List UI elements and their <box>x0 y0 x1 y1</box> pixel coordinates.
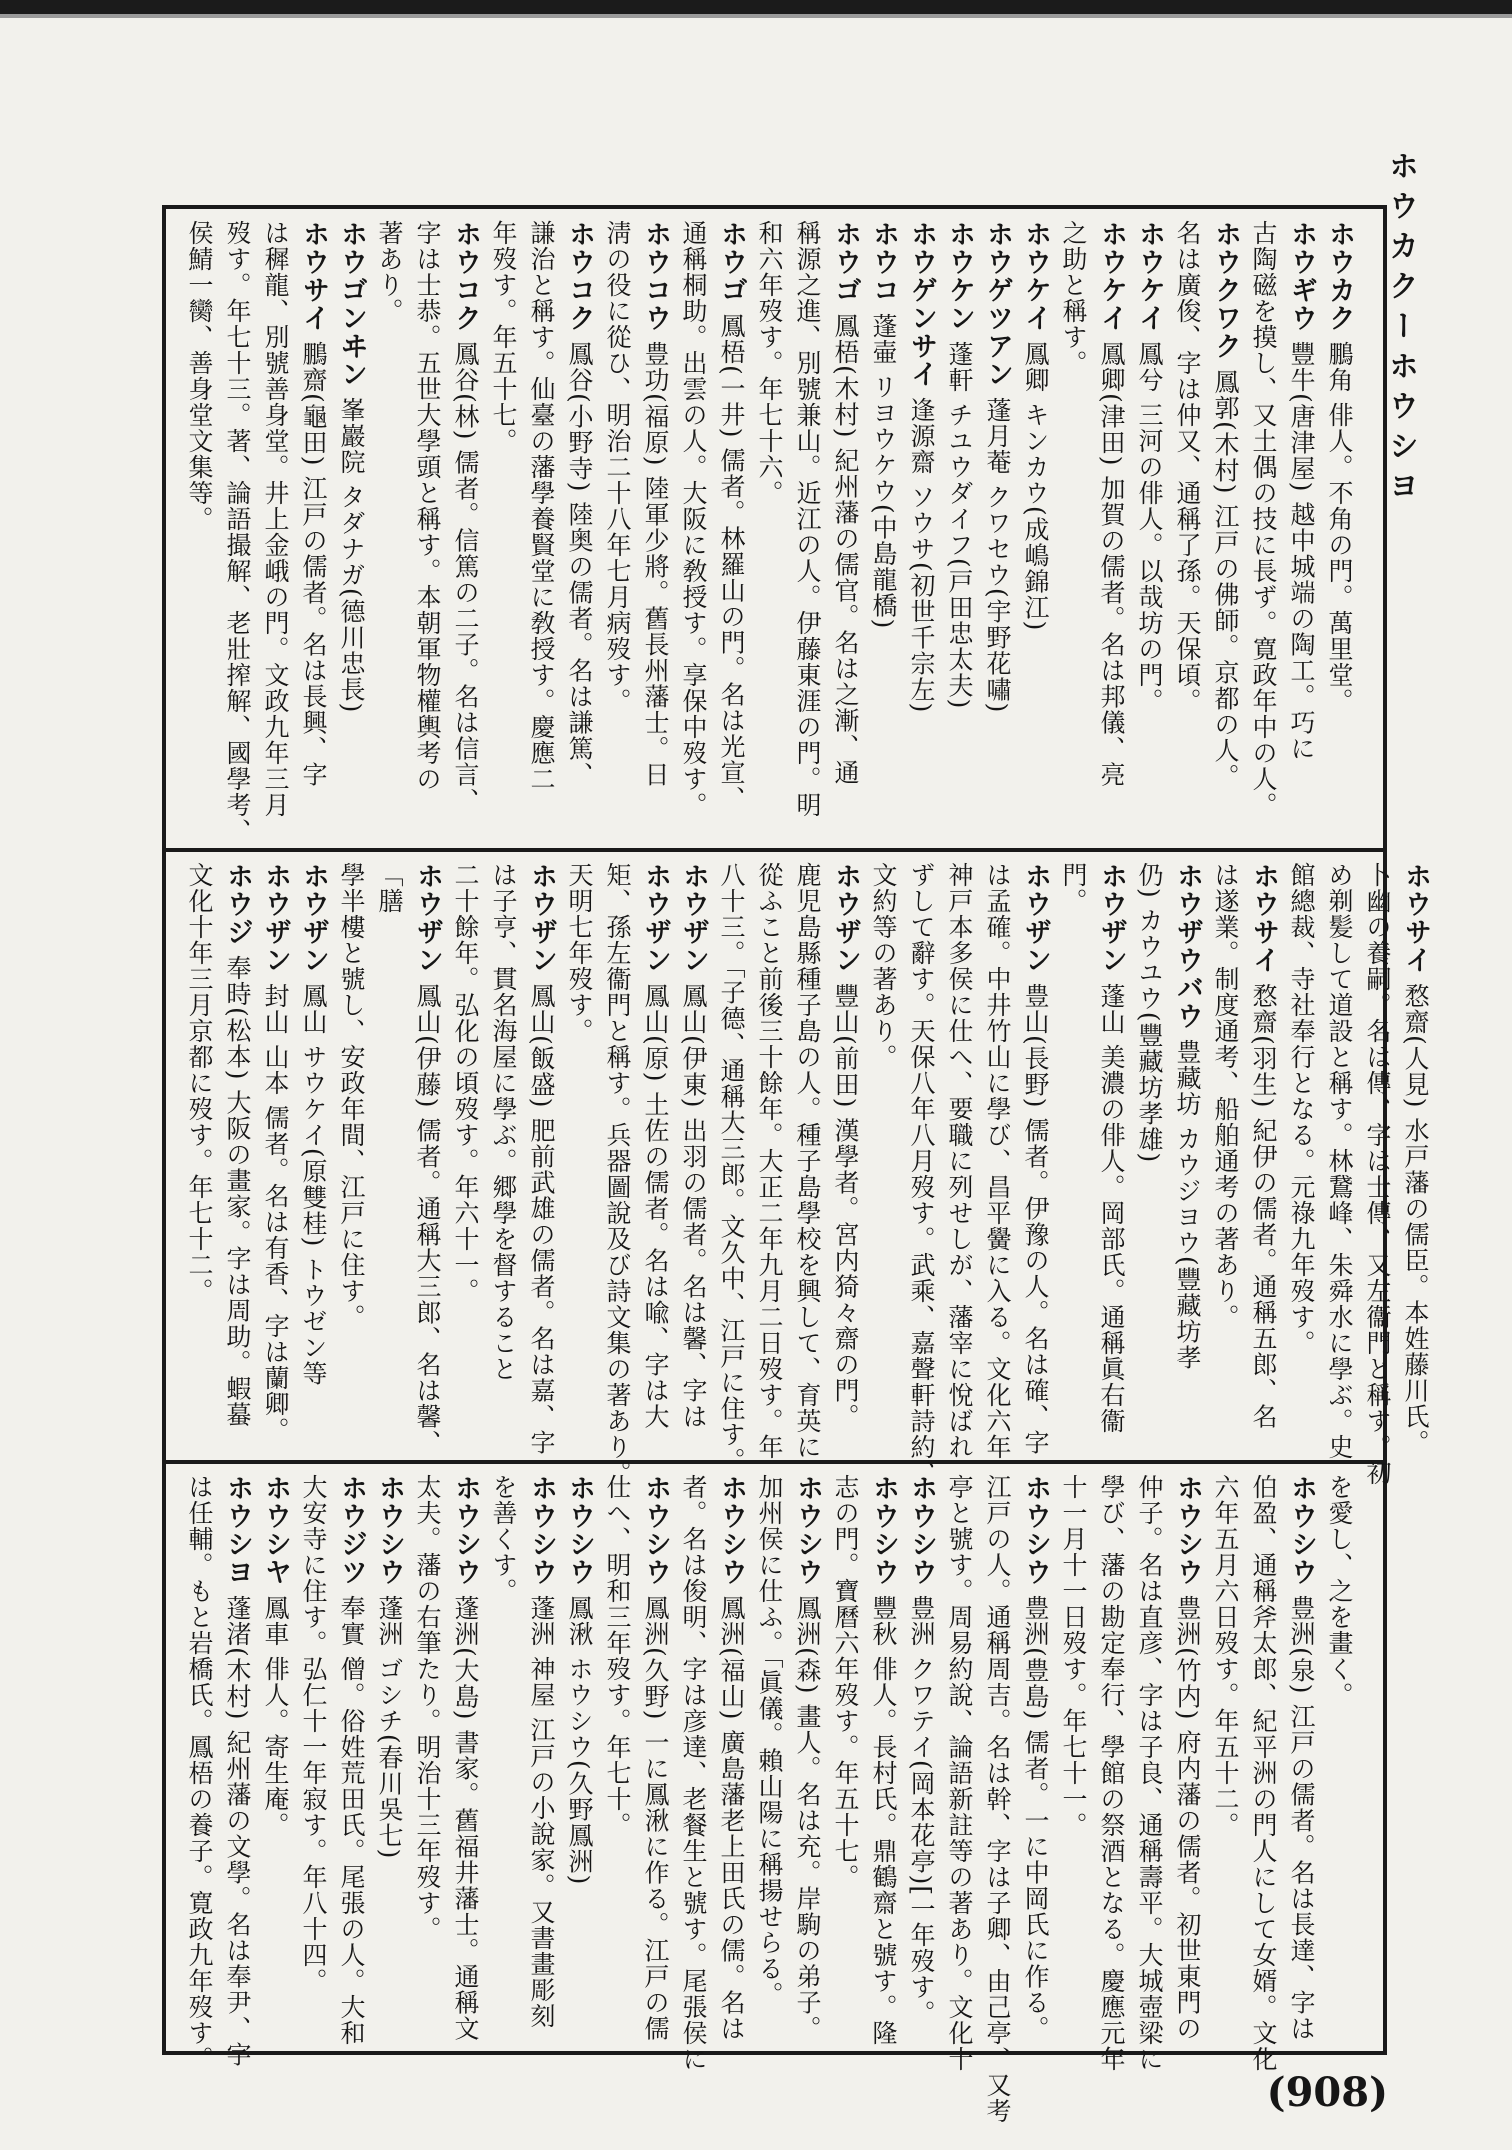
dictionary-entry <box>940 220 978 835</box>
dictionary-entry <box>370 1474 408 2042</box>
entry-continuation-line <box>1206 862 1244 1447</box>
dictionary-entry <box>1016 862 1054 1456</box>
dictionary-entry <box>1282 1474 1320 2042</box>
dictionary-entry <box>1092 220 1130 835</box>
entry-text: 鳳山 サウケイ(原雙桂) トウゼン等 <box>299 974 328 1387</box>
entry-continuation-line <box>940 862 978 1460</box>
dictionary-entry <box>636 220 674 835</box>
entry-text: 伯盈、通稱斧太郎、紀平洲の門人にして女婿。文化 <box>1249 1474 1278 2072</box>
entry-text: 字は士恭。五世大學頭と稱す。本朝軍物權輿考の <box>413 220 442 792</box>
entry-headword: ホウゴ <box>716 220 747 304</box>
entry-continuation-line <box>1206 1474 1244 2042</box>
entry-text: 門。 <box>1059 862 1088 914</box>
entry-continuation-line <box>978 862 1016 1460</box>
entry-continuation-line <box>598 220 636 835</box>
entry-continuation-line <box>408 220 446 835</box>
entry-text: 年歿す。年五十七。 <box>489 220 518 454</box>
dictionary-entry <box>332 1474 370 2046</box>
entry-text: 蓬壷 リヨウケウ(中島龍橋) <box>869 304 898 630</box>
entry-headword: ホウザウバウ <box>1172 862 1203 1030</box>
entry-headword: ホウゲツアン <box>982 220 1013 388</box>
entry-text: 蓬洲 神屋 江戸の小說家。又書畫彫刻 <box>527 1586 556 2029</box>
entry-text: 鳳車 俳人。寄生庵。 <box>261 1586 290 1838</box>
entry-headword: ホウシウ <box>792 1474 823 1586</box>
dictionary-entry <box>1206 220 1244 835</box>
dictionary-entry <box>218 1474 256 2068</box>
entry-headword: ホウシウ <box>450 1474 481 1586</box>
top-border-rule <box>0 0 1512 14</box>
entry-continuation-line <box>712 862 750 1474</box>
dictionary-entry <box>1244 862 1282 1447</box>
entry-text: 豊洲(竹内) 府内藩の儒者。初世東門の <box>1173 1586 1202 2042</box>
entry-text: 學び、藩の勘定奉行、學館の祭酒となる。慶應元年 <box>1097 1474 1126 2072</box>
entry-text: 豊洲 クワテイ(岡本花亭)[一年歿す。 <box>907 1586 936 2027</box>
dictionary-entry <box>1282 220 1320 835</box>
entry-text: 鳳兮 三河の俳人。以哉坊の門。 <box>1135 332 1164 714</box>
entry-text: 蓬渚(木村) 紀州藩の文學。名は奉尹、字 <box>223 1586 252 2068</box>
entry-continuation-line <box>674 220 712 835</box>
dictionary-entry <box>712 220 750 835</box>
entry-headword: ホウコ <box>868 220 899 304</box>
entry-continuation-line <box>180 862 218 1447</box>
entry-headword: ホウシウ <box>1286 1474 1317 1586</box>
dictionary-entry <box>636 862 674 1447</box>
entry-text: 蓬山 美濃の俳人。岡部氏。通稱眞右衞 <box>1097 974 1126 1434</box>
entry-headword: ホウシウ <box>716 1474 747 1586</box>
entry-headword: ホウシウ <box>906 1474 937 1586</box>
entry-continuation-line <box>1282 862 1320 1447</box>
dictionary-entry <box>1092 862 1130 1447</box>
dictionary-entry <box>1168 862 1206 1447</box>
entry-text: 和六年歿す。年七十六。 <box>755 220 784 506</box>
entry-text: 學半樓と號し、安政年間、江戸に住す。 <box>337 862 366 1330</box>
entry-continuation-line <box>826 1474 864 2042</box>
dictionary-entry <box>408 862 446 1456</box>
entry-headword: ホウザン <box>640 862 671 974</box>
tier-divider-upper <box>162 848 1387 852</box>
entry-continuation-line <box>522 220 560 835</box>
entry-text: 仍) カウユウ(豐藏坊孝雄) <box>1135 862 1164 1164</box>
entry-text: 封山 山本 儒者。名は有香、字は蘭卿。 <box>261 974 290 1443</box>
dictionary-entry <box>332 220 370 835</box>
dictionary-entry <box>902 220 940 835</box>
entry-text: 大安寺に住す。弘仁十一年寂す。年八十四。 <box>299 1474 328 1994</box>
entry-continuation-line <box>256 220 294 835</box>
entry-text: 鵬齋(龜田) 江戸の儒者。名は長興、字 <box>299 332 328 788</box>
entry-text: 著あり。 <box>375 220 404 324</box>
entry-continuation-line <box>408 1474 446 2042</box>
entry-headword: ホウギウ <box>1286 220 1317 332</box>
dictionary-entry <box>294 220 332 835</box>
entry-text: 通稱桐助。出雲の人。大阪に敎授す。享保中歿す。 <box>679 220 708 818</box>
entry-text: 志の門。寶曆六年歿す。年五十七。 <box>831 1474 860 1890</box>
dictionary-entry <box>560 220 598 835</box>
entry-headword: ホウザン <box>1096 862 1127 974</box>
dictionary-entry <box>522 862 560 1456</box>
tier-divider-lower <box>162 1460 1387 1464</box>
entry-text: 淸の役に從ひ、明治二十八年七月病歿す。 <box>603 220 632 714</box>
entry-continuation-line <box>560 862 598 1447</box>
entry-continuation-line <box>978 1474 1016 2124</box>
entry-text: 逢源齋 ソウサ(初世千宗左) <box>907 388 936 714</box>
dictionary-entry <box>256 1474 294 2042</box>
entry-text: 從ふこと前後三十餘年。大正二年九月二日歿す。年 <box>755 862 784 1460</box>
entry-continuation-line <box>598 1474 636 2042</box>
entry-headword: ホウシヨ <box>222 1474 253 1586</box>
entry-headword: ホウゴ <box>830 220 861 304</box>
entry-text: 鳳郭(木村) 江戸の佛師。京都の人。 <box>1211 360 1240 790</box>
entry-headword: ホウシウ <box>374 1474 405 1586</box>
entry-text: 豊洲(泉) 江戸の儒者。名は長達、字は <box>1287 1586 1316 2042</box>
entry-continuation-line <box>1054 862 1092 1447</box>
middle-tier <box>180 862 1431 1486</box>
entry-headword: ホウザン <box>830 862 861 974</box>
dictionary-entry <box>1320 220 1358 835</box>
dictionary-entry <box>902 1474 940 2042</box>
entry-continuation-line <box>1244 1474 1282 2072</box>
entry-text: 鳳洲(福山) 廣島藩老上田氏の儒。名は <box>717 1586 746 2042</box>
dictionary-entry <box>218 862 256 1447</box>
entry-text: は孟確。中井竹山に學び、昌平黌に入る。文化六年 <box>983 862 1012 1460</box>
entry-continuation-line <box>484 1474 522 2042</box>
dictionary-entry <box>256 862 294 1447</box>
entry-continuation-line <box>1092 1474 1130 2072</box>
entry-text: 豊藏坊 カウジヨウ(豐藏坊孝 <box>1173 1030 1202 1371</box>
entry-headword: ホウケイ <box>1134 220 1165 332</box>
entry-text: 奉實 僧。俗姓荒田氏。尾張の人。大和 <box>337 1586 366 2046</box>
entry-text: 豐秋 俳人。長村氏。鼎鶴齋と號す。隆 <box>869 1586 898 2046</box>
entry-headword: ホウサイ <box>1248 862 1279 974</box>
entry-text: は遂業。制度通考、船舶通考の著あり。 <box>1211 862 1240 1330</box>
dictionary-entry <box>826 220 864 835</box>
dictionary-entry <box>636 1474 674 2042</box>
entry-headword: ホウコウ <box>640 220 671 332</box>
entry-continuation-line <box>218 220 256 844</box>
entry-text: 愗齋(羽生) 紀伊の儒者。通稱五郎、名 <box>1249 974 1278 1430</box>
running-head: ホウカクーホウシヨ <box>1383 150 1418 510</box>
entry-text: 神戸本多侯に仕へ、要職に列せしが、藩宰に悅ばれ <box>945 862 974 1460</box>
entry-continuation-line <box>750 862 788 1460</box>
entry-headword: ホウゲンサイ <box>906 220 937 388</box>
entry-text: 豊洲(豊島) 儒者。一に中岡氏に作る。 <box>1021 1586 1050 2042</box>
entry-continuation-line <box>446 862 484 1447</box>
dictionary-entry <box>446 1474 484 2042</box>
dictionary-entry <box>1016 1474 1054 2042</box>
entry-headword: ホウケイ <box>1096 220 1127 332</box>
entry-text: 文約等の著あり。 <box>869 862 898 1070</box>
entry-continuation-line <box>1130 862 1168 1447</box>
entry-text: 「膳 <box>375 862 404 914</box>
dictionary-entry <box>446 220 484 835</box>
entry-continuation-line <box>1168 220 1206 835</box>
entry-continuation-line <box>902 862 940 1486</box>
entry-headword: ホウケン <box>944 220 975 332</box>
entry-continuation-line <box>180 220 218 835</box>
dictionary-entry <box>674 862 712 1447</box>
entry-continuation-line <box>598 862 636 1486</box>
entry-text: 鳳山(飯盛) 肥前武雄の儒者。名は嘉、字 <box>527 974 556 1456</box>
dictionary-entry <box>788 1474 826 2042</box>
entry-headword: ホウクワク <box>1210 220 1241 360</box>
entry-text: 十一月十一日歿す。年七十一。 <box>1059 1474 1088 1838</box>
entry-text: 文化十年三月京都に歿す。年七十二。 <box>185 862 214 1304</box>
entry-headword: ホウジ <box>222 862 253 946</box>
entry-headword: ホウザン <box>260 862 291 974</box>
entry-text: 鳳卿(津田) 加賀の儒者。名は邦儀、亮 <box>1097 332 1126 788</box>
entry-headword: ホウサイ <box>1400 862 1431 974</box>
entry-text: 鳳谷(林) 儒者。信篤の二子。名は信言、 <box>451 332 480 814</box>
dictionary-entry <box>294 862 332 1447</box>
entry-text: 太夫。藩の右筆たり。明治十三年歿す。 <box>413 1474 442 1942</box>
entry-text: 豊功(福原) 陸軍少將。舊長州藩士。日 <box>641 332 670 788</box>
entry-text: 謙治と稱す。仙臺の藩學養賢堂に敎授す。慶應二 <box>527 220 556 792</box>
entry-text: 鳳洲(森) 畫人。名は充。岸駒の弟子。 <box>793 1586 822 2042</box>
dictionary-entry <box>1320 1474 1358 2042</box>
entry-headword: ホウジツ <box>336 1474 367 1586</box>
entry-continuation-line <box>674 1474 712 2072</box>
entry-continuation-line <box>864 862 902 1447</box>
entry-text: 天明七年歿す。 <box>565 862 594 1044</box>
dictionary-entry <box>864 220 902 835</box>
entry-text: 侯鯖一臠、善身堂文集等。 <box>185 220 214 532</box>
entry-text: 蓬軒 チユウダイフ(戸田忠太夫) <box>945 332 974 710</box>
entry-headword: ホウコク <box>564 220 595 332</box>
entry-text: 名は廣俊、字は仲又、通稱了孫。天保頃。 <box>1173 220 1202 714</box>
entry-text: 豐山(前田) 漢學者。宮内猗々齋の門。 <box>831 974 860 1430</box>
entry-continuation-line <box>332 862 370 1447</box>
entry-text: 鳳湫 ホウシウ(久野鳳洲) <box>565 1586 594 1886</box>
entry-text: 鳳山(伊藤) 儒者。通稱大三郎、名は馨、 <box>413 974 442 1456</box>
entry-headword: ホウシウ <box>1020 1474 1051 1586</box>
entry-headword: ホウザン <box>526 862 557 974</box>
entry-text: 古陶磁を摸し、又土偶の技に長ず。寛政年中の人。 <box>1249 220 1278 818</box>
entry-text: 亭と號す。周易約說、論語新註等の著あり。文化十 <box>945 1474 974 2072</box>
entry-text: 鳳洲(久野) 一に鳳湫に作る。江戸の儒 <box>641 1586 670 2042</box>
entry-continuation-line <box>1054 220 1092 835</box>
upper-tier-text <box>180 220 1358 844</box>
entry-text: 蓬月菴 クワセウ(宇野花嘯) <box>983 388 1012 714</box>
dictionary-entry <box>522 1474 560 2042</box>
entry-text: 奉時(松本) 大阪の畫家。字は周助。蝦蟇 <box>223 946 252 1428</box>
entry-text: 稱源之進、別號兼山。近江の人。伊藤東涯の門。明 <box>793 220 822 818</box>
dictionary-entry <box>712 1474 750 2042</box>
entry-continuation-line <box>940 1474 978 2072</box>
entry-text: 六年五月六日歿す。年五十二。 <box>1211 1474 1240 1838</box>
entry-continuation-line <box>1244 220 1282 835</box>
entry-text: 歿す。年七十三。著、論語撮解、老壯搾解、國學考、 <box>223 220 252 844</box>
entry-text: 江戸の人。通稱周吉。名は幹、字は子卿、由己亭、又考 <box>983 1474 1012 2124</box>
entry-headword: ホウザン <box>1020 862 1051 974</box>
entry-headword: ホウコク <box>450 220 481 332</box>
entry-text: 愗齋(人見) 水戸藩の儒臣。本姓藤川氏。 <box>1401 974 1430 1456</box>
entry-text: を愛し、之を畫く。 <box>1325 1474 1354 1708</box>
entry-text: 卜幽の養嗣。名は傳、字は士傳、又左衞門と稱す。初 <box>1363 862 1392 1486</box>
entry-text: 鵬角 俳人。不角の門。萬里堂。 <box>1325 332 1354 714</box>
entry-text: 之助と稱す。 <box>1059 220 1088 376</box>
entry-continuation-line <box>484 220 522 835</box>
entry-text: め剃髪して道設と稱す。林鵞峰、朱舜水に學ぶ。史 <box>1325 862 1354 1460</box>
entry-headword: ホウシウ <box>640 1474 671 1586</box>
entry-text: 者。名は俊明、字は彦達、老餐生と號す。尾張侯に <box>679 1474 708 2072</box>
entry-continuation-line <box>1130 1474 1168 2072</box>
entry-text: は子亨、貫名海屋に學ぶ。郷學を督すること <box>489 862 518 1382</box>
entry-text: 矩、孫左衞門と稱す。兵器圖說及び詩文集の著あり。 <box>603 862 632 1486</box>
dictionary-entry <box>864 1474 902 2046</box>
entry-continuation-line <box>1320 862 1358 1460</box>
dictionary-entry <box>560 1474 598 2042</box>
entry-text: 仕へ、明和三年歿す。年七十。 <box>603 1474 632 1838</box>
entry-headword: ホウザン <box>412 862 443 974</box>
entry-headword: ホウゴンヰン <box>336 220 367 388</box>
entry-headword: ホウサイ <box>298 220 329 332</box>
entry-text: を善くす。 <box>489 1474 518 1604</box>
entry-text: は任輔。もと岩橋氏。鳳梧の養子。寛政九年歿す。 <box>185 1474 214 2072</box>
entry-text: 蓬洲 ゴシチ(春川吳七) <box>375 1586 404 1860</box>
entry-text: 八十三。「子德、通稱大三郎。文久中、江戸に住す。 <box>717 862 746 1474</box>
entry-continuation-line <box>1358 862 1396 1486</box>
entry-text: 鳳卿 キンカウ(成嶋錦江) <box>1021 332 1050 632</box>
entry-continuation-line <box>484 862 522 1447</box>
entry-text: ずして辭す。天保八年八月歿す。武乘、嘉聲軒詩約、 <box>907 862 936 1486</box>
entry-text: 鳳梧(一井) 儒者。林羅山の門。名は光宣、 <box>717 304 746 812</box>
entry-text: 鳳谷(小野寺) 陸奥の儒者。名は謙篤、 <box>565 332 594 788</box>
entry-text: 鳳山(原) 土佐の儒者。名は喩、字は大 <box>641 974 670 1430</box>
entry-text: 豊山(長野) 儒者。伊豫の人。名は確、字 <box>1021 974 1050 1456</box>
upper-tier <box>180 220 1369 844</box>
entry-text: 豐牛(唐津屋) 越中城端の陶工。巧に <box>1287 332 1316 762</box>
entry-headword: ホウシヤ <box>260 1474 291 1586</box>
entry-text: 鳳梧(木村) 紀州藩の儒官。名は之漸、通 <box>831 304 860 786</box>
dictionary-entry <box>1396 862 1434 1456</box>
entry-continuation-line <box>180 1474 218 2072</box>
entry-text: 加州侯に仕ふ。「眞儀。賴山陽に稱揚せらる。 <box>755 1474 784 2008</box>
entry-continuation-line <box>788 220 826 835</box>
entry-continuation-line <box>750 220 788 835</box>
entry-headword: ホウザン <box>298 862 329 974</box>
entry-continuation-line <box>788 862 826 1460</box>
dictionary-entry <box>1130 220 1168 835</box>
entry-text: 峯巖院 タダナガ(德川忠長) <box>337 388 366 714</box>
dictionary-entry <box>826 862 864 1447</box>
middle-tier-text <box>180 862 1434 1486</box>
entry-text: 蓬洲(大島) 書家。舊福井藩士。通稱文 <box>451 1586 480 2042</box>
entry-text: 仲子。名は直彦、字は子良、通稱壽平。大城壺梁に <box>1135 1474 1164 2072</box>
dictionary-entry <box>978 220 1016 835</box>
entry-continuation-line <box>750 1474 788 2042</box>
entry-headword: ホウカク <box>1324 220 1355 332</box>
page-number: (908) <box>1266 2069 1388 2116</box>
entry-text: 二十餘年。弘化の頃歿す。年六十一。 <box>451 862 480 1304</box>
entry-text: 館總裁、寺社奉行となる。元祿九年歿す。 <box>1287 862 1316 1356</box>
entry-text: 鳳山(伊東) 出羽の儒者。名は馨、字は <box>679 974 708 1430</box>
entry-text: 鹿児島縣種子島の人。種子島學校を興して、育英に <box>793 862 822 1460</box>
entry-text: は穉龍、別號善身堂。井上金峨の門。文政九年三月 <box>261 220 290 818</box>
entry-headword: ホウシウ <box>1172 1474 1203 1586</box>
entry-headword: ホウシウ <box>526 1474 557 1586</box>
entry-continuation-line <box>294 1474 332 2042</box>
entry-headword: ホウケイ <box>1020 220 1051 332</box>
dictionary-entry <box>1168 1474 1206 2042</box>
entry-continuation-line <box>370 220 408 835</box>
entry-headword: ホウシウ <box>868 1474 899 1586</box>
entry-continuation-line <box>1054 1474 1092 2042</box>
entry-continuation-line <box>370 862 408 1447</box>
entry-headword: ホウザン <box>678 862 709 974</box>
dictionary-entry <box>1016 220 1054 835</box>
entry-headword: ホウシウ <box>564 1474 595 1586</box>
